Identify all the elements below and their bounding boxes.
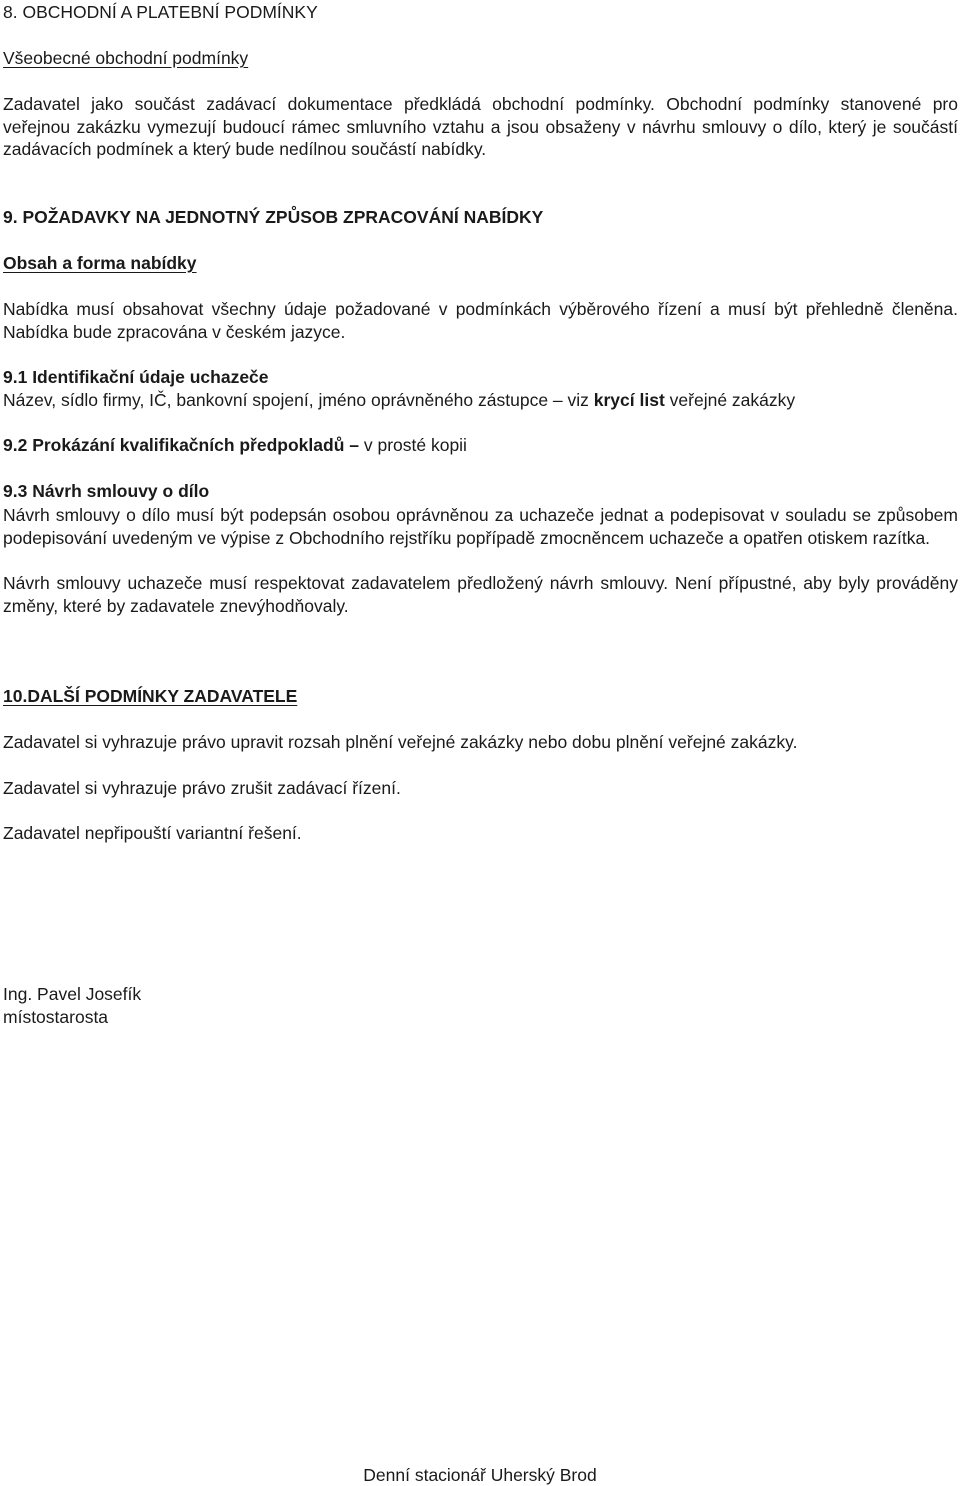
section-9-3-paragraph-2: Návrh smlouvy uchazeče musí respektovat zadavatelem předložený návrh smlouvy. Není přípustné, aby byly prováděny změny, které by zadavatele znevýhodňovaly. xyxy=(3,573,958,616)
section-9-2-text: v prosté kopii xyxy=(363,435,467,455)
section-9-3-heading: 9.3 Návrh smlouvy o dílo xyxy=(3,481,210,501)
section-8-title: 8. OBCHODNÍ A PLATEBNÍ PODMÍNKY xyxy=(3,2,318,22)
page-footer: Denní stacionář Uherský Brod xyxy=(363,1465,597,1485)
section-8-paragraph: Zadavatel jako součást zadávací dokumentace předkládá obchodní podmínky. Obchodní podmínky stanovené pro veřejnou zakázku vymezují budoucí rámec smluvního vztahu a jsou obsaženy v návrhu smlouvy o dílo, který je součástí zadávacích podmínek a který bude nedílnou součástí nabídky. xyxy=(3,94,958,159)
section-9-1-text-before: Název, sídlo firmy, IČ, bankovní spojení, jméno oprávněného zástupce – viz xyxy=(3,390,594,410)
section-10-title: 10.DALŠÍ PODMÍNKY ZADAVATELE xyxy=(3,686,298,706)
signature-name: Ing. Pavel Josefík xyxy=(3,984,142,1004)
section-9-title: 9. POŽADAVKY NA JEDNOTNÝ ZPŮSOB ZPRACOVÁNÍ NABÍDKY xyxy=(3,207,544,227)
signature-role: místostarosta xyxy=(3,1007,109,1027)
section-9-2-line xyxy=(3,435,467,456)
section-9-3-paragraph-1: Návrh smlouvy o dílo musí být podepsán osobou oprávněnou za uchazeče jednat a podepisovat v souladu se způsobem podepisování uvedeným ve výpise z Obchodního rejstříku popřípadě zmocněncem uchazeče a opatřen otiskem razítka. xyxy=(3,505,958,548)
section-9-1-heading: 9.1 Identifikační údaje uchazeče xyxy=(3,367,269,387)
section-9-paragraph: Nabídka musí obsahovat všechny údaje požadované v podmínkách výběrového řízení a musí být přehledně členěna. Nabídka bude zpracována v českém jazyce. xyxy=(3,299,958,342)
section-10-line-3: Zadavatel nepřipouští variantní řešení. xyxy=(3,823,302,843)
section-9-2-heading: 9.2 Prokázání kvalifikačních předpokladů – xyxy=(3,435,364,455)
section-8-subtitle: Všeobecné obchodní podmínky xyxy=(3,48,249,68)
section-9-1-text-after: veřejné zakázky xyxy=(664,390,796,410)
section-10-line-1: Zadavatel si vyhrazuje právo upravit rozsah plnění veřejné zakázky nebo dobu plnění veřejné zakázky. xyxy=(3,732,798,752)
section-9-1-text xyxy=(3,390,795,411)
section-9-subtitle: Obsah a forma nabídky xyxy=(3,253,197,273)
section-10-line-2: Zadavatel si vyhrazuje právo zrušit zadávací řízení. xyxy=(3,778,401,798)
section-9-1-text-bold: krycí list xyxy=(593,390,665,410)
